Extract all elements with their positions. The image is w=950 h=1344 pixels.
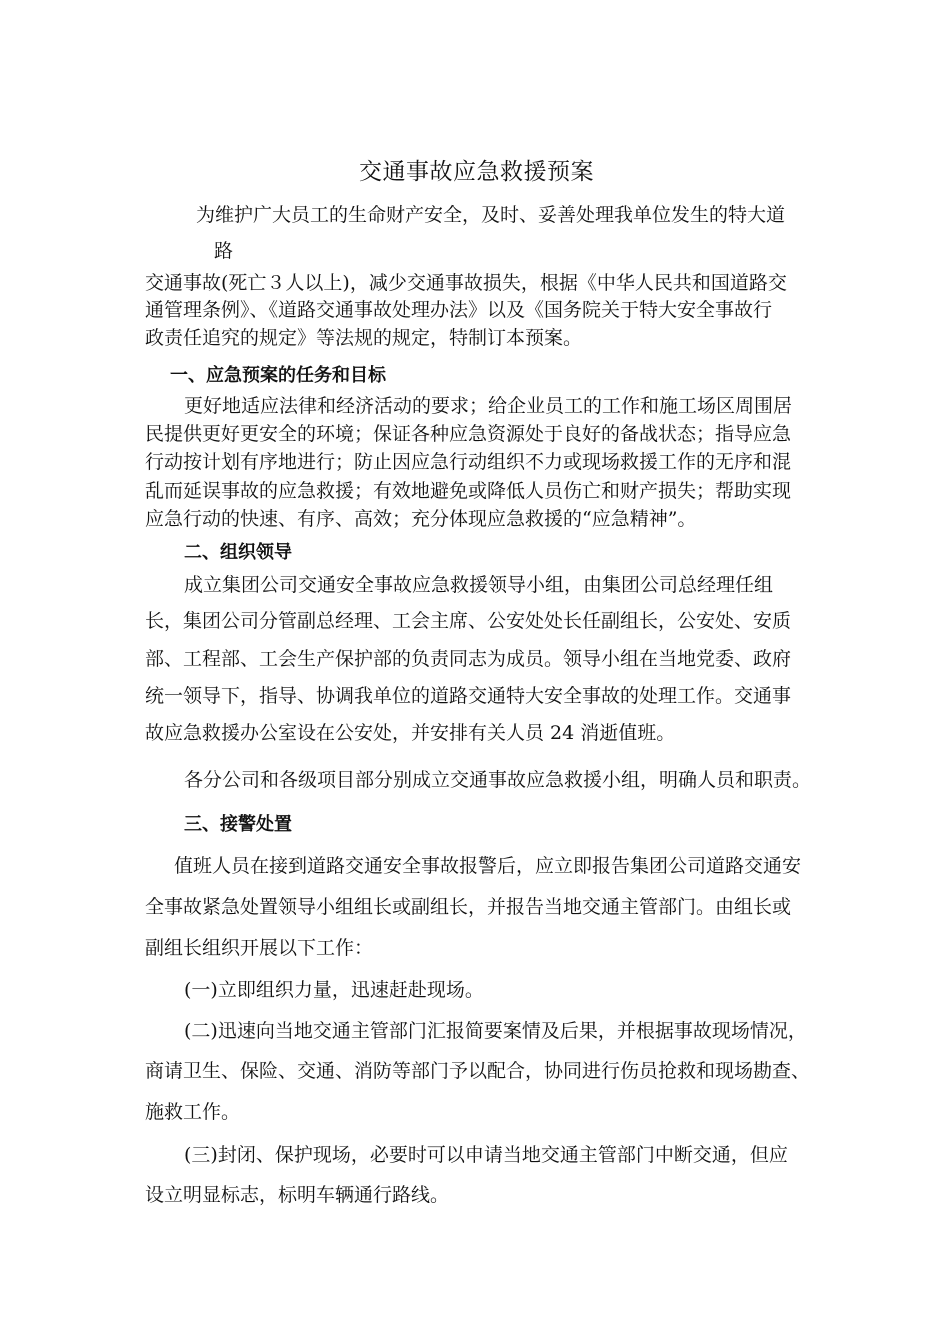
paragraph-line: 值班人员在接到道路交通安全事故报警后，应立即报告集团公司道路交通安 <box>174 855 802 877</box>
paragraph-line: 副组长组织开展以下工作： <box>145 937 374 959</box>
paragraph-line: 全事故紧急处置领导小组组长或副组长，并报告当地交通主管部门。由组长或 <box>145 896 792 918</box>
paragraph-line: 故应急救援办公室设在公安处，并安排有关人员 24 消逝值班。 <box>145 722 676 744</box>
paragraph-line: 更好地适应法律和经济活动的要求；给企业员工的工作和施工场区周围居 <box>184 395 793 417</box>
section-heading: 二、组织领导 <box>184 542 292 563</box>
paragraph-line: 乱而延误事故的应急救援；有效地避免或降低人员伤亡和财产损失；帮助实现 <box>145 480 792 502</box>
paragraph-line: 长，集团公司分管副总经理、工会主席、公安处处长任副组长，公安处、安质 <box>145 610 792 632</box>
paragraph-line: 行动按计划有序地进行；防止因应急行动组织不力或现场救援工作的无序和混 <box>145 451 792 473</box>
paragraph-line: 应急行动的快速、有序、高效；充分体现应急救援的“应急精神”。 <box>145 508 697 530</box>
intro-line: 政责任追究的规定》等法规的规定，特制订本预案。 <box>145 327 583 349</box>
section-heading: 三、接警处置 <box>184 814 292 835</box>
paragraph-line: 商请卫生、保险、交通、消防等部门予以配合，协同进行伤员抢救和现场勘查、 <box>145 1060 811 1082</box>
paragraph-line: 部、工程部、工会生产保护部的负责同志为成员。领导小组在当地党委、政府 <box>145 648 792 670</box>
paragraph-line: 施救工作。 <box>145 1101 241 1123</box>
intro-line: 为维护广大员工的生命财产安全，及时、妥善处理我单位发生的特大道 <box>196 204 786 226</box>
paragraph-line: 各分公司和各级项目部分别成立交通事故应急救援小组，明确人员和职责。 <box>184 769 812 791</box>
paragraph-line: (一)立即组织力量，迅速赶赴现场。 <box>184 979 484 1001</box>
paragraph-line: 设立明显标志，标明车辆通行路线。 <box>145 1184 450 1206</box>
paragraph-line: 成立集团公司交通安全事故应急救援领导小组，由集团公司总经理任组 <box>184 574 774 596</box>
intro-line: 通管理条例》、《道路交通事故处理办法》以及《国务院关于特大安全事故行 <box>145 299 773 321</box>
paragraph-line: (三)封闭、保护现场，必要时可以申请当地交通主管部门中断交通，但应 <box>184 1144 788 1166</box>
document-title: 交通事故应急救援预案 <box>359 159 594 185</box>
section-heading: 一、应急预案的任务和目标 <box>170 365 386 386</box>
paragraph-line: 民提供更好更安全的环境；保证各种应急资源处于良好的备战状态；指导应急 <box>145 423 792 445</box>
paragraph-line: (二)迅速向当地交通主管部门汇报简要案情及后果，并根据事故现场情况， <box>184 1020 807 1042</box>
paragraph-line: 统一领导下，指导、协调我单位的道路交通特大安全事故的处理工作。交通事 <box>145 685 792 707</box>
intro-line: 路 <box>214 240 234 262</box>
intro-line: 交通事故(死亡３人以上)，减少交通事故损失，根据《中华人民共和国道路交 <box>145 272 787 294</box>
